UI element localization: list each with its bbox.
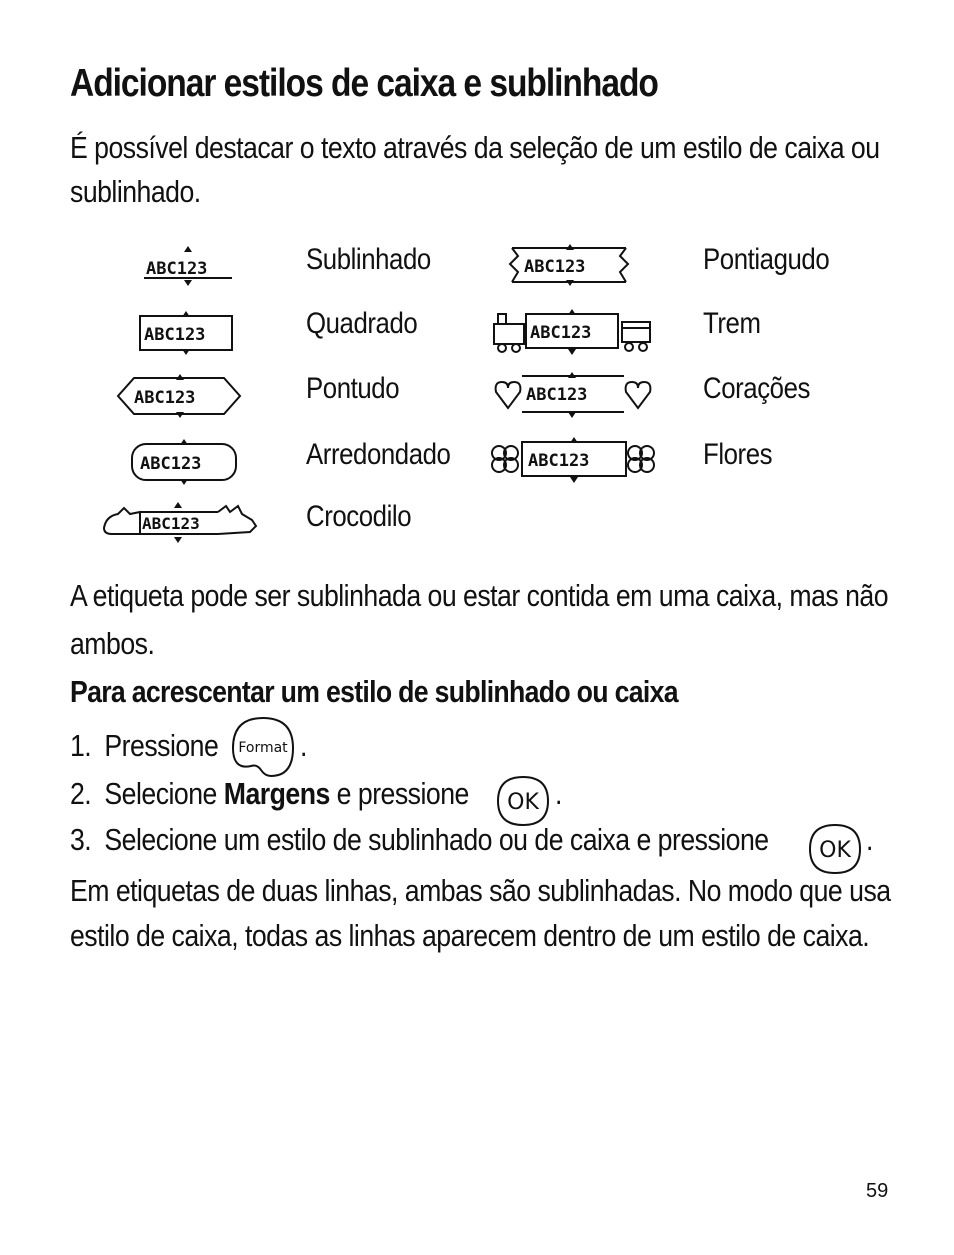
- style-label-coracoes: Corações: [703, 372, 810, 405]
- step-1-period: .: [300, 728, 307, 763]
- section-subtitle: Para acrescentar um estilo de sublinhado ou caixa: [70, 674, 678, 709]
- style-label-pontiagudo: Pontiagudo: [703, 243, 830, 276]
- step-number: 1.: [70, 728, 92, 763]
- crocodile-style-icon: [100, 500, 260, 544]
- style-label-crocodilo: Crocodilo: [306, 500, 412, 533]
- square-box-style-icon: [136, 308, 236, 356]
- icon-sample-text: ABC123: [146, 259, 208, 279]
- style-label-quadrado: Quadrado: [306, 307, 418, 340]
- icon-sample-text: ABC123: [526, 385, 588, 405]
- step-text: Selecione: [104, 776, 217, 811]
- margens-bold: Margens: [223, 776, 330, 811]
- icon-sample-text: ABC123: [530, 323, 592, 343]
- intro-paragraph: É possível destacar o texto através da seleção de um estilo de caixa ou sublinhado.: [70, 130, 880, 209]
- icon-sample-text: ABC123: [144, 325, 206, 345]
- underline-style-icon: [140, 244, 236, 288]
- format-key-icon: [227, 714, 299, 782]
- closing-paragraph: Em etiquetas de duas linhas, ambas são sublinhadas. No modo que usa estilo de caixa, todas as linhas aparecem dentro de um estilo de caixa.: [70, 873, 891, 953]
- format-key-label: Format: [238, 740, 288, 756]
- step-3: [70, 822, 769, 858]
- style-label-trem: Trem: [703, 307, 761, 340]
- style-label-sublinhado: Sublinhado: [306, 243, 431, 276]
- step-2: [70, 776, 469, 812]
- icon-sample-text: ABC123: [140, 454, 202, 474]
- icon-sample-text: ABC123: [528, 451, 590, 471]
- style-label-arredondado: Arredondado: [306, 438, 451, 471]
- icon-sample-text: ABC123: [134, 388, 196, 408]
- step-number: 3.: [70, 822, 92, 857]
- ok-key-icon: [494, 774, 552, 828]
- style-label-flores: Flores: [703, 438, 773, 471]
- step-text-after: e pressione: [336, 776, 469, 811]
- step-2-period: .: [555, 776, 562, 811]
- pointy-box-style-icon: [114, 372, 244, 420]
- style-label-pontudo: Pontudo: [306, 372, 400, 405]
- step-number: 2.: [70, 776, 92, 811]
- pointed-style-icon: [506, 242, 634, 288]
- icon-sample-text: ABC123: [524, 257, 586, 277]
- icon-sample-text: ABC123: [142, 514, 200, 533]
- step-3-period: .: [866, 822, 873, 857]
- step-text: Selecione um estilo de sublinhado ou de caixa e pressione: [104, 822, 769, 857]
- page-title: Adicionar estilos de caixa e sublinhado: [70, 62, 658, 105]
- step-1: [70, 728, 218, 764]
- flowers-style-icon: [488, 434, 658, 486]
- train-style-icon: [490, 306, 654, 356]
- page-number: 59: [866, 1180, 889, 1202]
- rounded-box-style-icon: [128, 436, 240, 486]
- ok-key-label: OK: [819, 838, 851, 863]
- step-text: Pressione: [104, 728, 219, 763]
- ok-key-label: OK: [507, 790, 539, 815]
- note-paragraph: A etiqueta pode ser sublinhada ou estar contida em uma caixa, mas não ambos.: [70, 578, 889, 661]
- hearts-style-icon: [492, 370, 656, 420]
